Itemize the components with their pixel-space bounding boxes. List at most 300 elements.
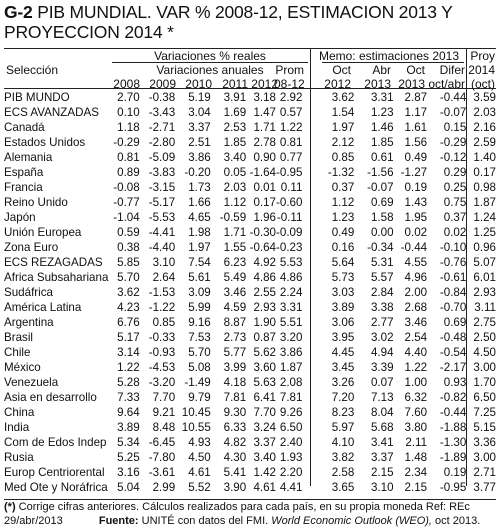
table-cell: 2.16	[473, 121, 496, 134]
table-cell: 3.91	[223, 91, 247, 104]
table-cell: 1.97	[331, 121, 355, 134]
group-memo: Memo: estimaciones 2013	[318, 49, 460, 63]
table-cell: 4.40	[404, 346, 428, 359]
table-cell: 0.90	[253, 151, 277, 164]
table-cell: 3.11	[474, 301, 496, 314]
table-cell: 1.61	[404, 121, 428, 134]
table-cell: 0.89	[117, 166, 140, 179]
table-cell: 0.98	[473, 181, 496, 194]
table-cell: 1.85	[223, 136, 247, 149]
footnote	[4, 501, 470, 514]
table-cell: 7.25	[473, 406, 496, 419]
table-cell: 4.23	[117, 301, 140, 314]
abr-sub: 2013	[364, 77, 391, 91]
table-cell: 3.37	[370, 451, 394, 464]
table-row	[4, 240, 496, 255]
table-cell: -0.64	[249, 241, 277, 254]
source-text: UNITÉ con datos del FMI.	[138, 515, 272, 527]
table-cell: 6.50	[473, 391, 496, 404]
table-cell: 0.77	[279, 151, 303, 164]
table-cell: 2.75	[473, 316, 496, 329]
table-cell: 0.19	[443, 466, 467, 479]
table-cell: 0.02	[404, 226, 428, 239]
table-cell: 4.10	[331, 436, 355, 449]
table-cell: 3.03	[331, 286, 355, 299]
table-cell: 5.62	[253, 346, 277, 359]
table-cell: 6.33	[223, 421, 247, 434]
table-cell: -0.93	[148, 346, 176, 359]
table-cell: -6.45	[148, 436, 176, 449]
table-cell: 5.51	[279, 316, 303, 329]
table-cell: 3.00	[473, 451, 496, 464]
table-cell: 0.75	[443, 196, 467, 209]
table-cell: 3.62	[331, 91, 355, 104]
table-cell: 0.96	[473, 241, 496, 254]
table-cell: 5.31	[370, 256, 394, 269]
table-cell: 3.20	[279, 331, 303, 344]
table-cell: 3.46	[223, 286, 247, 299]
table-cell: 9.64	[117, 406, 140, 419]
row-label: Estados Unidos	[4, 136, 86, 149]
table-cell: 1.18	[117, 121, 140, 134]
table-cell: 4.61	[253, 481, 277, 494]
table-cell: 3.62	[117, 286, 140, 299]
year-2012: 2012	[251, 77, 278, 91]
seleccion-label: Selección	[6, 63, 59, 77]
table-cell: 0.10	[117, 106, 140, 119]
table-cell: 3.59	[473, 91, 496, 104]
table-cell: -0.38	[148, 91, 176, 104]
table-cell: 4.82	[223, 436, 247, 449]
table-cell: -0.29	[113, 136, 140, 149]
table-cell: 1.66	[188, 196, 211, 209]
table-cell: 3.46	[404, 316, 428, 329]
title-text: PIB MUNDIAL. VAR % 2008-12, ESTIMACION 2013 Y PROYECCION 2014 *	[4, 2, 453, 42]
table-cell: 0.69	[370, 196, 394, 209]
table-cell: -5.09	[148, 151, 176, 164]
oct2-sub: 2013	[398, 77, 425, 91]
table-cell: 1.90	[253, 316, 277, 329]
table-cell: -1.30	[439, 436, 467, 449]
table-row	[4, 180, 496, 195]
table-row	[4, 330, 496, 345]
table-cell: 6.50	[279, 421, 303, 434]
table-row	[4, 480, 496, 495]
row-label: Sudáfrica	[4, 286, 53, 299]
table-cell: 2.53	[223, 121, 247, 134]
table-cell: 3.65	[331, 481, 355, 494]
table-cell: -0.23	[276, 241, 303, 254]
table-cell: -2.71	[148, 121, 176, 134]
table-cell: 2.15	[370, 466, 394, 479]
table-cell: 7.70	[253, 406, 277, 419]
table-cell: -0.95	[276, 166, 303, 179]
table-row	[4, 465, 496, 480]
table-cell: -1.49	[184, 376, 211, 389]
table-cell: 5.68	[370, 421, 394, 434]
table-cell: 2.92	[279, 91, 303, 104]
table-cell: 0.49	[404, 151, 428, 164]
table-cell: 2.64	[152, 271, 176, 284]
table-cell: 1.85	[370, 136, 394, 149]
difer-label: Difer	[439, 63, 465, 77]
table-cell: 3.24	[253, 421, 277, 434]
row-label: China	[4, 406, 35, 419]
table-row	[4, 390, 496, 405]
table-cell: 7.33	[117, 391, 140, 404]
table-cell: 1.40	[473, 151, 496, 164]
table-cell: -2.17	[439, 361, 467, 374]
table-cell: 1.97	[188, 241, 211, 254]
table-cell: 0.02	[443, 226, 467, 239]
table-cell: 1.73	[188, 181, 211, 194]
table-cell: 4.41	[279, 481, 303, 494]
table-cell: -1.89	[439, 451, 467, 464]
gdp-table	[4, 90, 496, 495]
row-label: España	[4, 166, 44, 179]
table-cell: 2.15	[404, 481, 428, 494]
table-cell: 10.55	[181, 421, 211, 434]
table-cell: 3.31	[279, 301, 303, 314]
table-cell: 1.69	[223, 106, 247, 119]
row-label: ECS AVANZADAS	[4, 106, 99, 119]
table-cell: 1.43	[404, 196, 428, 209]
table-cell: 5.15	[473, 421, 496, 434]
table-cell: 2.03	[473, 106, 496, 119]
table-cell: 4.50	[188, 451, 211, 464]
table-row	[4, 315, 496, 330]
table-cell: 3.99	[223, 361, 247, 374]
table-cell: 2.54	[404, 331, 428, 344]
table-cell: 3.26	[331, 376, 355, 389]
table-row	[4, 90, 496, 105]
table-cell: 0.93	[443, 376, 467, 389]
table-row	[4, 405, 496, 420]
table-cell: 4.93	[188, 436, 211, 449]
table-cell: 5.28	[117, 376, 140, 389]
table-cell: 3.86	[188, 151, 211, 164]
table-cell: 5.41	[223, 466, 247, 479]
table-cell: 7.13	[370, 391, 394, 404]
footnote-text: Corrige cifras anteriores. Cálculos realizados para cada país, en su propia moneda Ref: REc	[15, 501, 470, 513]
table-row	[4, 150, 496, 165]
table-cell: -0.34	[367, 241, 394, 254]
table-row	[4, 375, 496, 390]
table-cell: -0.07	[439, 106, 467, 119]
table-cell: 7.70	[152, 391, 176, 404]
table-cell: 0.61	[370, 151, 394, 164]
table-cell: -3.15	[148, 181, 176, 194]
table-cell: 3.00	[473, 361, 496, 374]
table-cell: 3.09	[188, 286, 211, 299]
table-cell: 2.87	[404, 91, 428, 104]
table-cell: -0.60	[276, 196, 303, 209]
table-row	[4, 225, 496, 240]
table-cell: -3.83	[148, 166, 176, 179]
row-label: México	[4, 361, 41, 374]
table-cell: 0.17	[253, 196, 277, 209]
row-label: Zona Euro	[4, 241, 59, 254]
table-cell: 4.30	[223, 451, 247, 464]
table-cell: 1.93	[279, 451, 303, 464]
table-row	[4, 105, 496, 120]
table-cell: 2.58	[331, 466, 355, 479]
table-cell: -5.17	[148, 196, 176, 209]
table-cell: 1.12	[223, 196, 247, 209]
table-row	[4, 165, 496, 180]
table-cell: 9.26	[279, 406, 303, 419]
table-cell: 3.06	[331, 316, 355, 329]
table-cell: 2.99	[152, 481, 176, 494]
table-cell: 0.16	[331, 241, 355, 254]
row-label: Com de Edos Indep	[4, 436, 107, 449]
table-cell: 5.63	[253, 376, 277, 389]
table-cell: 6.23	[223, 256, 247, 269]
year-2008: 2008	[113, 77, 140, 91]
table-cell: 4.86	[279, 271, 303, 284]
table-cell: 3.80	[404, 421, 428, 434]
table-cell: 4.59	[223, 301, 247, 314]
oct-label: Oct	[332, 63, 351, 77]
table-cell: -7.80	[148, 451, 176, 464]
table-cell: 9.79	[188, 391, 211, 404]
source-label: Fuente:	[98, 515, 139, 527]
page-title	[4, 2, 496, 42]
table-cell: 0.38	[117, 241, 140, 254]
table-cell: 8.48	[152, 421, 176, 434]
table-cell: 2.08	[279, 376, 303, 389]
table-row	[4, 255, 496, 270]
source-italic: World Economic Outlook (WEO),	[271, 515, 432, 527]
document-page	[4, 2, 496, 528]
table-cell: 1.56	[404, 136, 428, 149]
table-cell: -3.20	[148, 376, 176, 389]
table-cell: -0.70	[439, 301, 467, 314]
table-cell: -0.09	[276, 226, 303, 239]
table-cell: 6.32	[404, 391, 428, 404]
figure-code: G-2	[4, 2, 33, 22]
table-cell: 0.81	[117, 151, 140, 164]
y2014-label: 2014	[468, 63, 495, 77]
table-cell: 2.11	[405, 436, 428, 449]
table-cell: 0.59	[117, 226, 140, 239]
row-label: Japón	[4, 211, 36, 224]
table-cell: 0.85	[331, 151, 355, 164]
table-cell: 0.85	[152, 316, 176, 329]
oct2-label: Oct	[406, 63, 425, 77]
table-cell: 6.76	[117, 316, 140, 329]
table-cell: 8.23	[331, 406, 355, 419]
table-cell: 8.87	[223, 316, 247, 329]
table-cell: -0.95	[439, 481, 467, 494]
table-cell: 0.25	[443, 181, 467, 194]
table-cell: -0.44	[400, 241, 428, 254]
table-cell: 2.78	[253, 136, 277, 149]
table-cell: -5.53	[148, 211, 176, 224]
row-label: Rusia	[4, 451, 34, 464]
table-cell: 0.29	[443, 166, 467, 179]
table-cell: 1.22	[404, 361, 428, 374]
table-cell: -0.30	[249, 226, 277, 239]
table-cell: 4.86	[253, 271, 277, 284]
row-label: Venezuela	[4, 376, 59, 389]
table-cell: 2.84	[370, 286, 394, 299]
table-cell: 0.00	[370, 226, 394, 239]
table-cell: 5.08	[188, 361, 211, 374]
table-cell: 8.04	[370, 406, 394, 419]
table-cell: 2.40	[279, 436, 303, 449]
table-cell: 1.12	[331, 196, 355, 209]
table-cell: -1.22	[148, 301, 176, 314]
table-cell: 1.55	[223, 241, 247, 254]
table-cell: 1.98	[188, 226, 211, 239]
table-cell: -0.20	[184, 166, 211, 179]
table-cell: 9.30	[223, 406, 247, 419]
row-label: Europ Centriorental	[4, 466, 105, 479]
table-cell: 1.70	[473, 376, 496, 389]
table-cell: 5.53	[279, 256, 303, 269]
table-cell: 1.23	[331, 211, 355, 224]
table-cell: 2.68	[404, 301, 428, 314]
table-cell: -2.80	[148, 136, 176, 149]
table-cell: 1.23	[370, 106, 394, 119]
table-cell: 3.40	[223, 151, 247, 164]
table-cell: 3.37	[188, 121, 211, 134]
table-row	[4, 345, 496, 360]
table-cell: 2.12	[331, 136, 355, 149]
table-cell: 2.77	[370, 316, 394, 329]
table-cell: 3.02	[370, 331, 394, 344]
table-cell: -0.84	[439, 286, 467, 299]
table-cell: 3.90	[223, 481, 247, 494]
row-label: Canadá	[4, 121, 45, 134]
table-cell: 7.54	[188, 256, 211, 269]
table-cell: 1.25	[473, 226, 496, 239]
table-cell: 5.34	[117, 436, 140, 449]
table-cell: -0.77	[113, 196, 140, 209]
table-cell: 4.65	[188, 211, 211, 224]
table-cell: 3.14	[117, 346, 140, 359]
table-cell: 0.37	[443, 211, 467, 224]
table-cell: 2.93	[253, 301, 277, 314]
table-cell: -1.64	[249, 166, 277, 179]
table-cell: 4.92	[253, 256, 277, 269]
table-cell: -3.61	[148, 466, 176, 479]
row-label: Brasil	[4, 331, 33, 344]
table-cell: 7.81	[279, 391, 303, 404]
table-row	[4, 435, 496, 450]
table-cell: 2.70	[117, 91, 140, 104]
table-cell: 1.22	[279, 121, 303, 134]
table-cell: 2.55	[253, 286, 277, 299]
table-cell: 3.39	[370, 361, 394, 374]
table-cell: 3.31	[370, 91, 394, 104]
table-cell: 5.52	[188, 481, 211, 494]
table-row	[4, 285, 496, 300]
table-cell: 3.41	[370, 436, 394, 449]
row-label: Alemania	[4, 151, 53, 164]
year-2009: 2009	[149, 77, 176, 91]
table-cell: -0.44	[439, 406, 467, 419]
table-cell: 0.19	[404, 181, 428, 194]
group-anuales: Variaciones anuales	[156, 63, 264, 77]
table-cell: 4.61	[188, 466, 211, 479]
table-cell: -4.53	[148, 361, 176, 374]
table-cell: 1.95	[404, 211, 428, 224]
table-row	[4, 195, 496, 210]
prom-label: Prom	[275, 63, 304, 77]
table-cell: 9.16	[188, 316, 211, 329]
proy-label: Proy	[470, 49, 495, 63]
row-label: Chile	[4, 346, 31, 359]
table-cell: 3.37	[253, 436, 277, 449]
table-cell: -0.76	[439, 256, 467, 269]
table-cell: 1.17	[404, 106, 428, 119]
bottom-rule	[4, 499, 496, 500]
difer-sub: oct/abr	[428, 77, 465, 91]
table-cell: 3.38	[370, 301, 394, 314]
table-cell: 6.01	[473, 271, 496, 284]
table-cell: 0.81	[279, 136, 303, 149]
table-body	[4, 90, 496, 495]
row-label: Francia	[4, 181, 43, 194]
table-row	[4, 450, 496, 465]
table-cell: 5.77	[223, 346, 247, 359]
table-cell: 4.18	[223, 376, 247, 389]
table-cell: 1.22	[117, 361, 140, 374]
group-reales: Variaciones % reales	[154, 49, 266, 63]
table-cell: 5.25	[117, 451, 140, 464]
table-cell: 1.71	[253, 121, 277, 134]
table-cell: 3.16	[117, 466, 140, 479]
table-cell: 2.50	[473, 331, 496, 344]
table-cell: 0.37	[331, 181, 355, 194]
table-cell: 2.24	[279, 286, 303, 299]
table-cell: -1.53	[148, 286, 176, 299]
row-label: India	[4, 421, 30, 434]
footer-date: 29/abr/2013	[4, 515, 63, 527]
table-cell: 3.89	[117, 421, 140, 434]
table-cell: -0.10	[439, 241, 467, 254]
table-cell: 0.07	[370, 376, 394, 389]
table-cell: 5.99	[188, 301, 211, 314]
oct-paren: (oct)	[471, 77, 495, 91]
table-cell: 0.57	[279, 106, 303, 119]
table-cell: 4.94	[370, 346, 394, 359]
table-cell: 4.45	[331, 346, 355, 359]
table-cell: 4.55	[404, 256, 428, 269]
table-cell: -0.12	[439, 151, 467, 164]
table-row	[4, 360, 496, 375]
table-cell: 5.70	[117, 271, 140, 284]
table-cell: 5.57	[370, 271, 394, 284]
table-cell: 3.18	[253, 91, 277, 104]
table-cell: 3.82	[331, 451, 355, 464]
table-cell: -0.59	[219, 211, 247, 224]
table-cell: 2.73	[223, 331, 247, 344]
table-cell: -0.11	[276, 211, 303, 224]
year-2010: 2010	[185, 77, 212, 91]
table-cell: -4.40	[148, 241, 176, 254]
table-cell: 4.96	[404, 271, 428, 284]
table-cell: 2.93	[473, 286, 496, 299]
table-row	[4, 300, 496, 315]
table-cell: 2.03	[223, 181, 247, 194]
table-cell: 2.59	[473, 136, 496, 149]
table-cell: 3.36	[473, 436, 496, 449]
footnote-mark: (*)	[4, 501, 16, 513]
table-cell: 0.01	[253, 181, 277, 194]
